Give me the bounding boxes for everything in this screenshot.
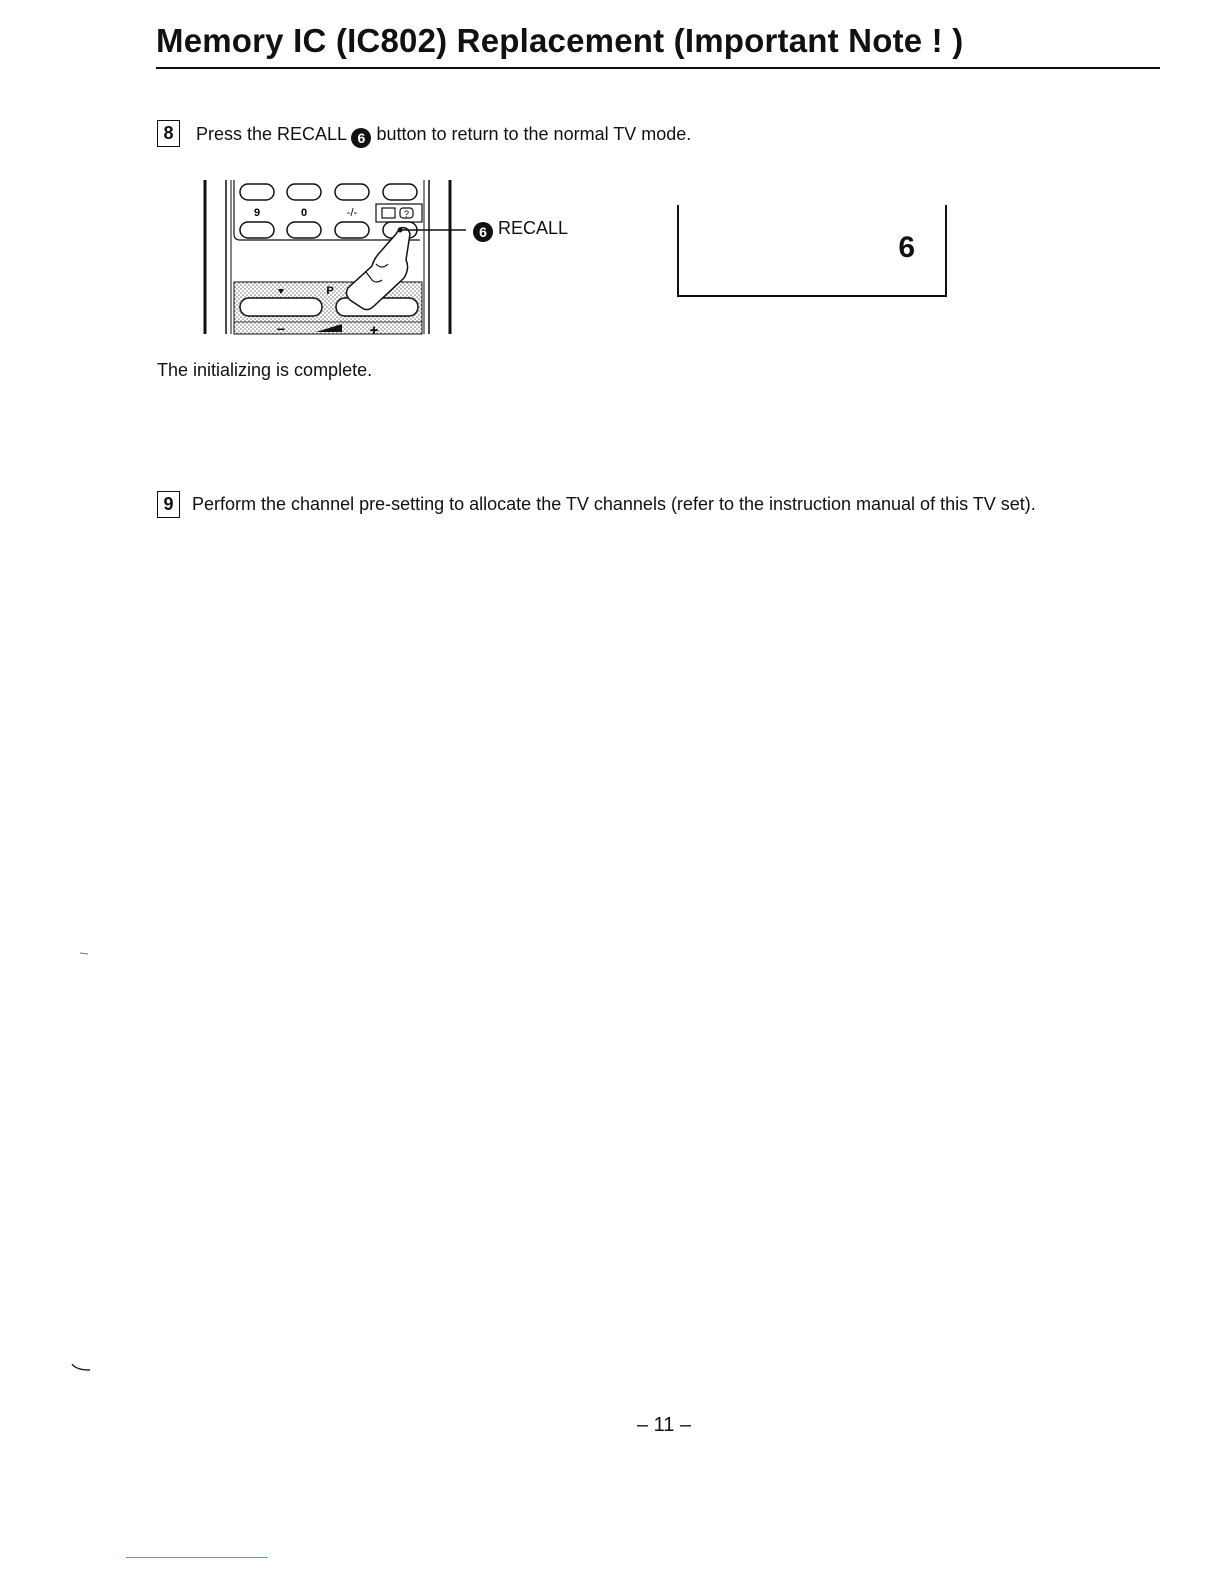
volume-plus-label: + bbox=[369, 322, 379, 338]
program-label: P bbox=[326, 285, 334, 297]
recall-callout-badge-icon: 6 bbox=[473, 222, 493, 242]
initializing-complete-text: The initializing is complete. bbox=[157, 360, 373, 380]
bottom-rule bbox=[126, 1557, 268, 1558]
remote-key-top-1 bbox=[240, 184, 274, 200]
remote-control-illustration bbox=[196, 172, 466, 338]
scan-mark bbox=[60, 1360, 100, 1380]
key-label-9: 9 bbox=[253, 207, 261, 219]
remote-key-9 bbox=[240, 222, 274, 238]
step-8-text-before: Press the RECALL bbox=[196, 124, 347, 144]
page-title: Memory IC (IC802) Replacement (Important Note ! ) bbox=[156, 22, 964, 59]
remote-program-down-key bbox=[240, 298, 322, 316]
remote-key-top-2 bbox=[287, 184, 321, 200]
channel-number-display: 6 bbox=[898, 231, 915, 264]
scan-mark-small bbox=[78, 950, 98, 958]
step-9-instruction: Perform the channel pre-setting to allocate the TV channels (refer to the instruction manual of this TV set). bbox=[192, 494, 1036, 514]
step-8-text-after: button to return to the normal TV mode. bbox=[376, 124, 692, 144]
svg-text:?: ? bbox=[403, 209, 410, 219]
tv-screen-icon bbox=[382, 208, 395, 218]
remote-key-top-3 bbox=[335, 184, 369, 200]
tv-screen-display bbox=[677, 205, 947, 297]
key-label-dash: -/- bbox=[346, 207, 358, 219]
recall-callout-label: RECALL bbox=[498, 218, 569, 238]
title-underline bbox=[156, 67, 1160, 69]
step-9-number-box: 9 bbox=[157, 491, 180, 518]
key-label-0: 0 bbox=[300, 207, 308, 219]
step-8-number-box: 8 bbox=[157, 120, 180, 147]
page-number: – 11 – bbox=[636, 1414, 692, 1436]
remote-key-0 bbox=[287, 222, 321, 238]
remote-key-dash bbox=[335, 222, 369, 238]
recall-callout bbox=[473, 218, 568, 242]
volume-minus-label: − bbox=[276, 321, 286, 337]
remote-key-top-4 bbox=[383, 184, 417, 200]
step-8-instruction bbox=[196, 124, 691, 148]
recall-number-badge-icon: 6 bbox=[351, 128, 371, 148]
